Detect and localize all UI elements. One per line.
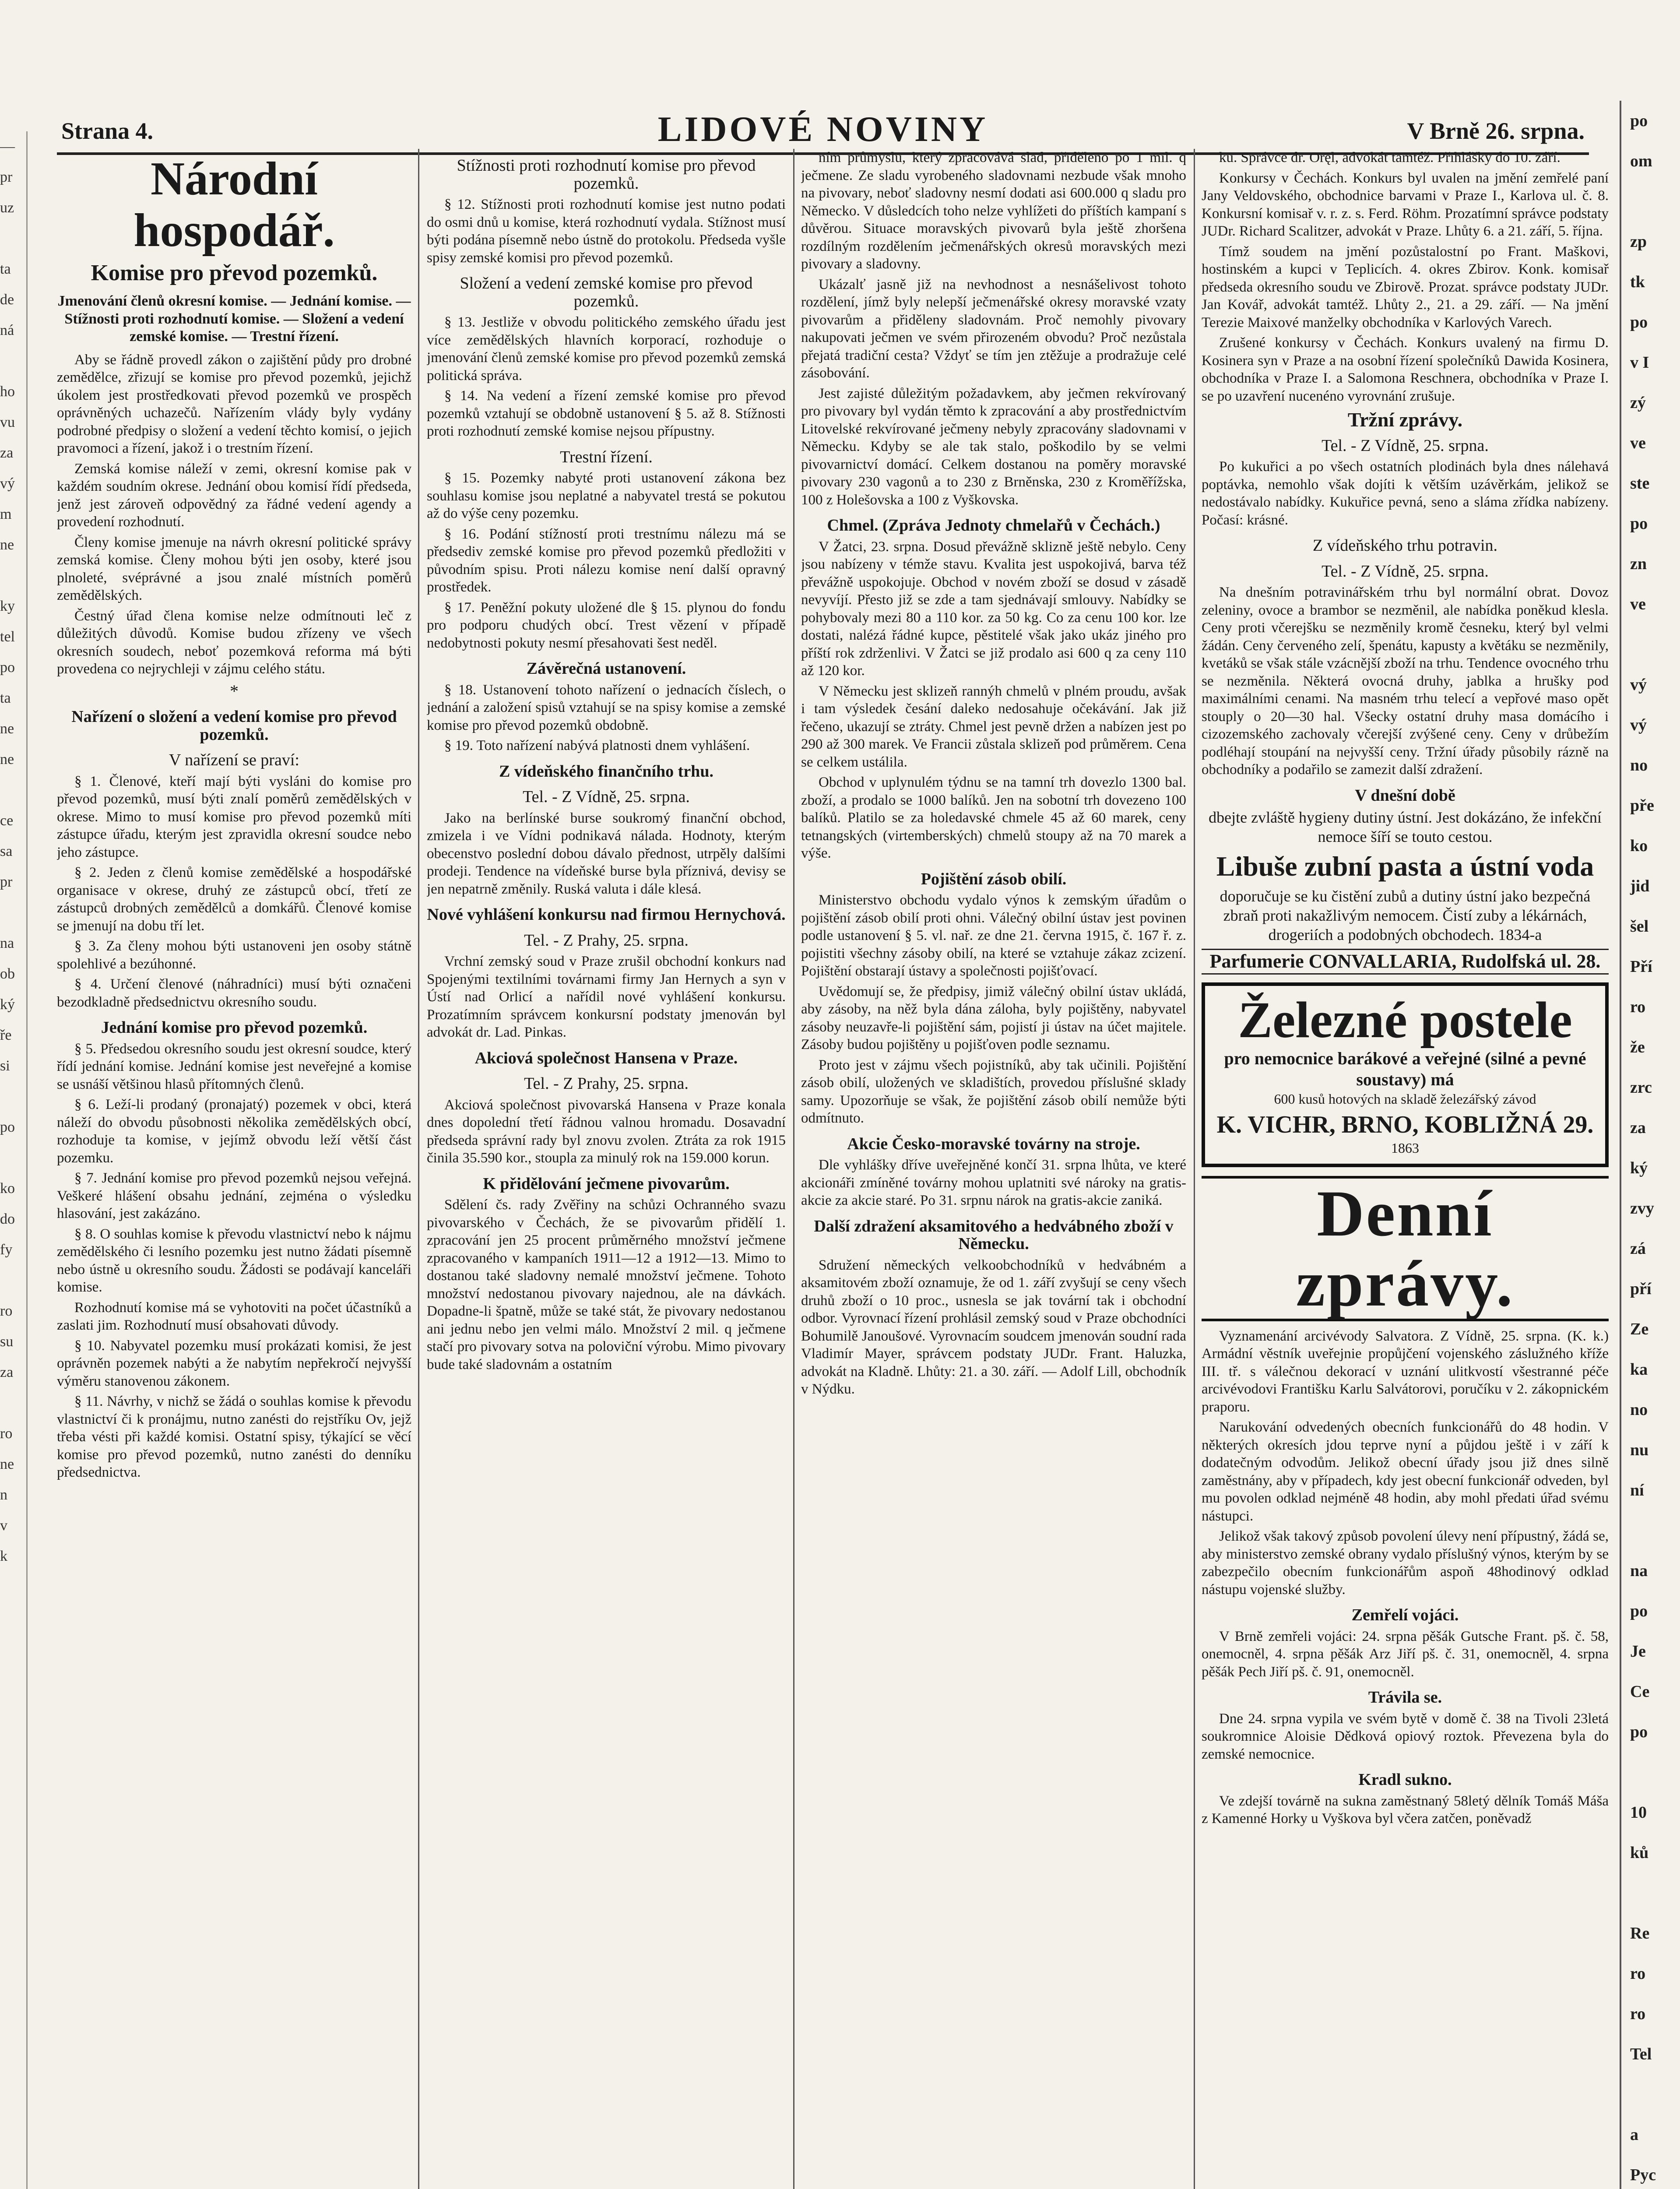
edge-text-fragment: zrc: [1630, 1078, 1652, 1097]
edge-text-fragment: pr: [0, 874, 13, 890]
paragraph: § 12. Stížnosti proti rozhodnutí komise jest nutno podati do osmi dnů u komise, která rozhodnutí vydala. Stížnost musí býti podána písemně nebo ústně do protokolu. Předseda vyšle spisy zemské komisi pro převod pozemků.: [427, 197, 786, 266]
paragraph: § 13. Jestliže v obvodu politického zemského úřadu jest více zemědělských hlavních korporací, rozhoduje o jmenování členů zemské komise pro převod pozemků zemská politická správa.: [427, 314, 786, 384]
dateline: Tel. - Z Vídně, 25. srpna.: [1322, 436, 1489, 455]
paragraph: § 17. Peněžní pokuty uložené dle § 15. plynou do fondu pro podporu chudých obcí. Trest vězení v případě nedobytnosti pokuty nesmí přesahovati šest neděl.: [427, 599, 786, 651]
paragraph: Uvědomují se, že předpisy, jimiž válečný obilní ústav ukládá, aby zásoby, na něž byla dána záloha, byly pojištěny, nabyvatel zásoby neuzavře-li pojištění sám, pojistí ji ústav na účet majitele. Zásoby budou pojištěny u pojišťoven podle seznamu.: [801, 983, 1186, 1052]
edge-text-fragment: zp: [1630, 232, 1647, 251]
paragraph: Narukování odvedených obecních funkcionářů do 48 hodin. V některých okresích jdou teprve nyní a půjdou ještě i v září k dodatečným odvodům. Jelikož obecní úřady jsou již dnes silně zaměstnány, aby v případech, kdy jest obecní funkcionář odveden, byl mu povolen odklad nejméně 48 hodin, aby mohl předati úřad svému nástupci.: [1202, 1419, 1609, 1524]
edge-text-fragment: [1630, 1873, 1680, 1913]
column-4: [1202, 149, 1609, 2189]
paragraph: Vyznamenání arcivévody Salvatora. Z Vídně, 25. srpna. (K. k.) Armádní věstník uveřejnie propůjčení vojenského záslužného kříže III. tř. s válečnou dekorací v uznání ulitkvostí všestranné péče arcivévodovi Františku Karlu Salvátorovi, poručíku v 2. zákopnickém praporu.: [1202, 1328, 1609, 1415]
edge-text-fragment: Pyc: [1630, 2166, 1656, 2184]
edge-text-fragment: ko: [1630, 837, 1648, 855]
edge-text-fragment: ro: [1630, 998, 1646, 1016]
paragraph: § 2. Jeden z členů komise zemědělské a hospodářské organisace v okrese, druhý ze zástupců obcí, třetí ze zástupců drobných zemědělců a domkářů. Členové komise se jmenují na dobu tří let.: [57, 865, 411, 934]
subheading: Pojištění zásob obilí.: [921, 869, 1067, 888]
separator-star: *: [230, 681, 239, 701]
edge-text-fragment: si: [0, 1058, 10, 1074]
page-number: Strana 4.: [61, 118, 154, 144]
edge-text-fragment: —: [0, 138, 15, 155]
edge-text-fragment: ta: [0, 261, 11, 277]
edge-text-fragment: po: [1630, 1723, 1648, 1741]
article-headline: Komise pro převod pozemků.: [91, 260, 378, 285]
edge-text-fragment: ne: [0, 751, 14, 767]
paragraph: Aby se řádně provedl zákon o zajištění půdy pro drobné zemědělce, zřizují se komise pro převod pozemků, jejichž úkolem jest prostředkovati převod pozemků ve prospěch oprávněných uchazečů. Nařízením vlády byly vydány podrobné předpisy o složení a vedení těchto komisí, o jejich pravomoci a řízení, jakož i o trestním řízení.: [57, 352, 411, 456]
paragraph: Konkursy v Čechách. Konkurs byl uvalen na jmění zemřelé paní Jany Veldovského, obchodnice barvami v Praze I., Karlova ul. č. 8. Konkursní komisař v. r. z. s. Ferd. Röhm. Prozatímní správce podstaty JUDr. Richard Scalitzer, advokát v Praze. Lhůty 6. a 21. září, 5. října.: [1202, 170, 1609, 239]
edge-text-fragment: pře: [1630, 796, 1654, 815]
edge-text-fragment: po: [1630, 313, 1648, 331]
edge-text-fragment: ta: [0, 690, 11, 706]
paragraph: Ukázalť jasně již na nevhodnost a nesnášelivost tohoto rozdělení, jímž byly nelepší ječmenářské okresy moravské vzaty pivovarům a přiděleny sladovnám. Proč nemohly pivovary nakupovati ječmen ve svém přirozeném obvodu? Proč nezůstala přejatá tradiční cesta? Vždyť se tím jen ztěžuje a prodražuje celé zásobování.: [801, 276, 1186, 381]
edge-text-fragment: po: [1630, 112, 1648, 130]
edge-text-fragment: ky: [0, 598, 15, 614]
edge-text-fragment: na: [1630, 1562, 1648, 1580]
edge-text-fragment: ko: [0, 1180, 15, 1197]
ad-line: pro nemocnice barákové a veřejné (silné a pevné soustavy) má: [1224, 1048, 1586, 1089]
edge-text-fragment: Re: [1630, 1924, 1650, 1943]
edge-text-fragment: ký: [1630, 1159, 1648, 1177]
subheading: Trávila se.: [1368, 1688, 1442, 1707]
edge-text-fragment: Tel: [1630, 2045, 1652, 2063]
subheading: Jednání komise pro převod pozemků.: [101, 1018, 368, 1037]
edge-text-fragment: a: [1630, 2126, 1638, 2144]
paragraph: § 6. Leží-li prodaný (pronajatý) pozemek v obci, která náleží do obvodu působnosti několika zemědělských obcí, rozhoduje ta komise, v jejímž obvodu leží větší část pozemku.: [57, 1097, 411, 1166]
edge-text-fragment: ro: [0, 1425, 13, 1442]
paragraph: Obchod v uplynulém týdnu se na tamní trh dovezlo 1300 bal. zboží, a prodalo se 1000 balíků. Jen na sobotní trh dovezeno 100 balíků. Platilo se za holedavské chmele 45 až 60 marek, ceny tetnangských (virtemberských) chmelů stoupy až na 70 marek a výše.: [801, 774, 1186, 861]
edge-text-fragment: ve: [1630, 434, 1646, 452]
edge-text-fragment: [1630, 181, 1680, 222]
edge-text-fragment: za: [0, 1364, 14, 1380]
paragraph: Ministerstvo obchodu vydalo výnos k zemským úřadům o pojištění zásob obilí proti ohni. Válečný obilní ústav jest povinen podle ustanovení § 5. vl. nař. ze dne 21. června 1915, č. 167 ř. z. pojistiti všechny zásoby obilí, na které se vztahuje zákaz zcizení. Pojištění obstarají ústavy a společnosti pojišťovací.: [801, 892, 1186, 979]
edge-text-fragment: vu: [0, 414, 15, 430]
paragraph: Akciová společnost pivovarská Hansena v Praze konala dnes dopolední třetí řádnou valnou hromadu. Dosavadní předseda správní rady byl znovu zvolen. Ztráta za rok 1915 činila 35.590 kor., stoupla za minulý rok na 159.000 korun.: [427, 1097, 786, 1166]
edge-text-fragment: [1630, 2074, 1680, 2115]
edge-text-fragment: ro: [1630, 2005, 1646, 2023]
edge-text-fragment: ne: [0, 721, 14, 737]
edge-text-fragment: 10: [1630, 1803, 1647, 1822]
ad-company: K. VICHR, BRNO, KOBLIŽNÁ 29.: [1216, 1111, 1594, 1138]
paragraph: Dne 24. srpna vypila ve svém bytě v domě č. 38 na Tivoli 23letá soukromnice Aloisie Dědková opiový roztok. Převezena byla do zemské nemocnice.: [1202, 1710, 1609, 1762]
edge-text-fragment: [0, 1081, 26, 1112]
paragraph: ním průmyslu, který zpracovává slad, přiděleno po 1 mil. q ječmene. Ze sladu vyrobeného sladovnami nezbude však mnoho na pivovary, neboť sladovny nesmí dodati asi 600.000 q sladu pro Německo. V důsledcích toho nelze vyhlížeti do příštích kampaní s důvěrou. Situace moravských pivovarů byla ještě zhoršena rozdílným rozdělením ječmenářských okresů moravských mezi pivovary a sladovny.: [801, 150, 1186, 272]
dateline: Tel. - Z Vídně, 25. srpna.: [1322, 562, 1489, 581]
paragraph: Jest zajisté důležitým požadavkem, aby ječmen rekvírovaný pro pivovary byl vydán těmto k zpracování a aby prostřednictvím Litovelské rekvírované ječmeny nebyly zpracovány sladovnami v Německu. Kdyby se ale tak stalo, poškodilo by se velmi pivovarnictví domácí. Celkem dostanou na poměry moravské pivovary 230 vagonů a to 230 z Brněnska, 230 z Kroměřížska, 100 z Holešovska a 100 z Vyškovska.: [801, 385, 1186, 508]
edge-text-fragment: ní: [1630, 1481, 1644, 1499]
edge-text-fragment: ne: [0, 1456, 14, 1472]
column-2: [427, 149, 786, 2189]
edge-text-fragment: Ze: [1630, 1320, 1649, 1338]
paragraph: Dle vyhlášky dříve uveřejněné končí 31. srpna lhůta, ve které akcionáři zmíněné továrny mohou uplatniti své nároky na gratis-akcie za akcie staré. Po 31. srpnu nárok na gratis-akcie zaniká.: [801, 1157, 1186, 1208]
edge-text-fragment: [1630, 624, 1680, 665]
edge-text-fragment: ro: [1630, 1964, 1646, 1983]
edge-text-fragment: za: [1630, 1119, 1646, 1137]
edge-text-fragment: ná: [0, 322, 14, 338]
paragraph: § 18. Ustanovení tohoto nařízení o jednacích číslech, o jednání a založení spisů vztahují se na spisy komise a zemské komise pro převod pozemků obdobně.: [427, 682, 786, 733]
edge-text-fragment: šel: [1630, 917, 1649, 936]
paragraph: § 1. Členové, kteří mají býti vysláni do komise pro převod pozemků, musí býti znalí poměrů zemědělských v okrese. Mimo to musí komise pro převod pozemků míti zástupce úřadu, kterým jest zpravidla okresní soudce nebo jeho zástupce.: [57, 773, 411, 860]
edge-text-fragment: Ce: [1630, 1682, 1650, 1701]
paragraph: V Německu jest sklizeň rannýh chmelů v plném proudu, avšak i tam výsledek česání daleko nedosahuje očekávání. Jak již řečeno, ukazují se ztráty. Chmel jest pevně držen a nabízen jest po 290 až 300 marek. Ve Francii zůstala sklizeň pod průměrem. Cena se celkem ustálila.: [801, 683, 1186, 770]
edge-text-fragment: na: [0, 935, 14, 951]
edge-text-fragment: zá: [1630, 1239, 1646, 1258]
edge-text-fragment: Je: [1630, 1642, 1646, 1661]
edge-text-fragment: [1630, 1510, 1680, 1551]
issue-date: V Brně 26. srpna.: [1407, 118, 1585, 144]
edge-text-fragment: v: [0, 1517, 7, 1534]
paragraph: Ve zdejší továrně na sukna zaměstnaný 58letý dělník Tomáš Máša z Kamenné Horky u Vyškova byl včera zatčen, poněvadž: [1202, 1793, 1609, 1827]
masthead: [57, 100, 1589, 155]
paragraph: § 11. Návrhy, v nichž se žádá o souhlas komise k převodu vlastnictví či k pronájmu, nutno zanésti do rejstříku Ov, jejž třeba vésti při každé komisi. Ostatní spisy, týkající se věcí komise pro převod pozemků, nutno zanésti do denníku předsednictva.: [57, 1394, 411, 1480]
subheading: K přidělování ječmene pivovarům.: [483, 1174, 730, 1193]
edge-text-fragment: pří: [1630, 1280, 1652, 1298]
subheading: Akcie Česko-moravské továrny na stroje.: [847, 1134, 1140, 1153]
subheading: Tržní zprávy.: [1347, 408, 1463, 431]
edge-text-fragment: m: [0, 506, 12, 522]
paragraph: § 5. Předsedou okresního soudu jest okresní soudce, který řídí jednání komise. Jednání komise jest neveřejné a komise se usnáší většinou hlasů přítomných členů.: [57, 1041, 411, 1092]
dateline: Tel. - Z Prahy, 25. srpna.: [524, 1074, 689, 1093]
subheading: Nařízení o složení a vedení komise pro převod pozemků.: [71, 707, 397, 744]
subheading: Zemřelí vojáci.: [1351, 1606, 1459, 1624]
edge-text-fragment: n: [0, 1487, 7, 1503]
edge-text-fragment: pr: [0, 169, 13, 185]
edge-text-fragment: ste: [1630, 474, 1650, 493]
edge-text-fragment: [0, 223, 26, 254]
paragraph: § 7. Jednání komise pro převod pozemků nejsou veřejná. Veškeré hlášení obsahu jednání, zejména o výsledku hlasování, jest zakázáno.: [57, 1170, 411, 1221]
edge-text-fragment: zn: [1630, 555, 1647, 573]
subheading: Z vídeňského finančního trhu.: [499, 762, 713, 781]
subheading: Stížnosti proti rozhodnutí komise pro převod pozemků.: [457, 156, 756, 193]
edge-text-fragment: om: [1630, 152, 1652, 170]
edge-text-fragment: vý: [0, 475, 15, 492]
edge-text-fragment: do: [0, 1211, 15, 1227]
subheading: V nařízení se praví:: [169, 751, 299, 769]
paragraph: V Žatci, 23. srpna. Dosud převážně sklizně ještě nebylo. Ceny jsou nabízeny v témže stavu. Kvalita jest uspokojivá, barva též převážně uspokojuje. Obchod v novém zboží se dosud v zásadě nevyvíjí. Přesto již se zde a tam sjednávají smlouvy. Nabídky se pohybovaly mezi 80 a 110 kor. za 50 kg. Co za cenu 100 kor. lze dostati, nalézá řádné kupce, pěstitelé však jako ukáz jiného pro příští rok zdrženlivi. V Žatci se již prodalo asi 600 q za ceny 110 až 120 kor.: [801, 538, 1186, 679]
edge-text-fragment: že: [1630, 1038, 1645, 1056]
ad-text: dbejte zvláště hygieny dutiny ústní. Jest dokázáno, že infekční nemoce šíří se touto cestou.: [1209, 809, 1602, 845]
edge-text-fragment: [1630, 1752, 1680, 1792]
column-rule: [418, 149, 419, 2189]
ad-heading: V dnešní době: [1355, 786, 1455, 805]
edge-text-fragment: po: [0, 1119, 15, 1135]
edge-text-fragment: zvy: [1630, 1199, 1654, 1218]
edge-text-fragment: de: [0, 292, 14, 308]
dateline: Tel. - Z Vídně, 25. srpna.: [523, 788, 690, 806]
column-1: [57, 149, 411, 2189]
edge-text-fragment: jid: [1630, 877, 1650, 895]
paragraph: Členy komise jmenuje na návrh okresní politické správy zemská komise. Členy mohou býti jen osoby, které jsou plnoleté, svéprávné a jsou znalé místních poměrů zemědělských.: [57, 534, 411, 603]
edge-text-fragment: su: [0, 1334, 14, 1350]
edge-text-fragment: ne: [0, 537, 14, 553]
edge-text-fragment: vý: [1630, 716, 1647, 734]
subheading: Složení a vedení zemské komise pro převod pozemků.: [460, 274, 753, 310]
article-lead: Jmenování členů okresní komise. — Jednání komise. — Stížnosti proti rozhodnutí komise. — Složení a vedení zemské komise. — Trestní řízení.: [57, 293, 411, 345]
paragraph: § 3. Za členy mohou býti ustanoveni jen osoby státně spolehlivé a bezúhonné.: [57, 938, 411, 972]
edge-text-fragment: [0, 1143, 26, 1173]
edge-text-fragment: ků: [1630, 1844, 1649, 1862]
edge-text-fragment: uz: [0, 200, 14, 216]
edge-text-fragment: ce: [0, 813, 14, 829]
edge-text-fragment: fy: [0, 1242, 13, 1258]
subheading: Trestní řízení.: [560, 447, 653, 466]
paragraph: § 4. Určení členové (náhradníci) musí býti označeni bezodkladně předsednictvu okresního soudu.: [57, 976, 411, 1010]
paragraph: Proto jest v zájmu všech pojistníků, aby tak učinili. Pojištění zásob obilí, uložených ve skladištích, provedou příslušné sklady samy. Upozorňuje se však, že pojištění zásob obilí nemůže býti odmítnuto.: [801, 1057, 1186, 1126]
edge-text-fragment: vý: [1630, 676, 1647, 694]
paragraph: Jako na berlínské burse soukromý finanční obchod, zmizela i ve Vídni podnikavá nálada. Hodnoty, kterým obecenstvo poslední dobou dávalo přednost, utrpěly dalšími prodeji. Tendence na vídeňské burse byla příznivá, devisy se jen nepatrně změnily. Ruská valuta i dále klesá.: [427, 810, 786, 897]
newspaper-title: LIDOVÉ NOVINY: [657, 109, 988, 149]
advertisement-box: [1202, 982, 1609, 1167]
edge-text-fragment: k: [0, 1548, 7, 1564]
section-heading: Denní zprávy.: [1202, 1176, 1609, 1321]
ad-title: Železné postele: [1238, 991, 1572, 1049]
edge-text-fragment: ve: [1630, 595, 1646, 613]
edge-text-fragment: ro: [0, 1303, 13, 1319]
paragraph: Na dnešním potravinářském trhu byl normální obrat. Dovoz zeleniny, ovoce a brambor se nezměnil, ale nabídka poněkud klesla. Ceny proti včerejšku se nezměnily kromě česneku, který byl velmi žádán. Ceny červeného zelí, špenátu, kapusty a květáku se nezměnily, kvetáků se však stále vzácnější zboží na trhu. Tendence ovocného trhu se nezměnila. Některá ovocná druhy, jablka a hrušky pod maximálními cenami. Na masném trhu telecí a vepřové maso opět stouply o 20—30 hal. Všecky ostatní druhy masa domácího i cizozemského zachovaly včerejší zvýšené ceny. Ceny v drůbežím podléhají stoupání na nejvyšší ceny. Tržní úřady působily rázně na obchodníky a podařilo se zamezit další zdražení.: [1202, 584, 1609, 778]
paragraph: V Brně zemřeli vojáci: 24. srpna pěšák Gutsche Frant. pš. č. 58, onemocněl, 4. srpna pěšák Arz Jiří pš. č. 31, onemocněl, 4. srpna pěšák Pech Jiří pš. č. 91, onemocněl.: [1202, 1628, 1609, 1680]
edge-text-fragment: no: [1630, 756, 1648, 774]
ad-product-name: Libuše zubní pasta a ústní voda: [1216, 851, 1594, 882]
edge-text-fragment: za: [0, 445, 14, 461]
paragraph: Vrchní zemský soud v Praze zrušil obchodní konkurs nad Spojenými textilními továrnami firmy Jan Hernych a syn v Ústí nad Orlicí a nařídil nové vyhlášení konkursu. Prozatímním správcem konkursní podstaty jmenován byl advokát dr. Lad. Pinkas.: [427, 954, 786, 1040]
paragraph: Sdělení čs. rady Zvěřiny na schůzi Ochranného svazu pivovarského v Čechách, že se pivovarům přidělí 1. zpracování jen 25 procent průměrného množství ječmene zpracovaného v kampaních 1911—12 a 1912—13. Mimo to dostanou také sladovny nemalé množství ječmene. Tohoto množství nedostanou pivovary najednou, ale na dávkách. Dopadne-li špatně, může se také stát, že pivovary nedostanou ani jednu nebo jen velmi málo. Množství 2 mil. q ječmene stačí pro pivovary sotva na poloviční výrobu. Mimo pivovary bude také sladovnám a ostatním: [427, 1197, 786, 1373]
edge-text-fragment: [0, 897, 26, 928]
edge-text-fragment: ob: [0, 966, 15, 982]
edge-text-fragment: zý: [1630, 394, 1646, 412]
subheading: Z vídeňského trhu potravin.: [1312, 536, 1498, 555]
edge-text-fragment: no: [1630, 1401, 1648, 1419]
edge-text-fragment: Pří: [1630, 957, 1652, 976]
paragraph: Čestný úřad člena komise nelze odmítnouti leč z důležitých důvodů. Komise budou zřízeny ve všech okresních soudech, neboť pozemková reforma má býti provedena co nejrychleji v zájmu celého státu.: [57, 608, 411, 677]
edge-text-fragment: ho: [0, 384, 15, 400]
subheading: Akciová společnost Hansena v Praze.: [474, 1049, 738, 1067]
subheading: Kradl sukno.: [1358, 1770, 1452, 1789]
paragraph: § 19. Toto nařízení nabývá platnosti dnem vyhlášení.: [444, 738, 750, 753]
edge-text-fragment: po: [1630, 514, 1648, 533]
paragraph: ku. Správce dr. Oręl, advokát tamtéž. Přihlášky do 10. září.: [1219, 150, 1561, 165]
ad-text: doporučuje se ku čistění zubů a dutiny ústní jako bezpečná zbraň proti nakažlivým nemocem. Čistí zuby a lékárnách, drogeriích a podobných obchodech. 1834-a: [1220, 887, 1591, 943]
column-rule: [793, 149, 794, 2189]
subheading: Nové vyhlášení konkursu nad firmou Hernychová.: [427, 905, 786, 924]
edge-text-fragment: [0, 1265, 26, 1296]
paragraph: § 8. O souhlas komise k převodu vlastnictví nebo k nájmu zemědělského či lesního pozemku jest nutno žádati písemně nebo ústně u okresního soudu. Žádosti se podávají kanceláři komise.: [57, 1226, 411, 1295]
subheading: Chmel. (Zpráva Jednoty chmelařů v Čechách.): [827, 516, 1160, 535]
next-page-edge: [1620, 101, 1680, 2189]
edge-text-fragment: tel: [0, 629, 15, 645]
ad-line: 600 kusů hotových na skladě železářský závod: [1274, 1091, 1536, 1107]
paragraph: Zrušené konkursy v Čechách. Konkurs uvalený na firmu D. Kosinera syn v Praze a na osobní řízení společníků Dawida Kosinera, obchodníka v Praze I. a Salomona Reschnera, obchodníka v Praze I. se po uzavření nucenéno vyrovnání zrušuje.: [1202, 335, 1609, 404]
paragraph: Po kukuřici a po všech ostatních plodinách byla dnes nálehavá poptávka, nemohlo však dojíti k větším uzávěrkám, jelikož se nedostávalo nabídky. Kukuřice pevná, seno a sláma zřídka nabízeny. Počasí: krásné.: [1202, 459, 1609, 528]
paragraph: Tímž soudem na jmění pozůstalostní po Frant. Maškovi, hostinském a kupci v Teplicích. 4. okres Zbirov. Konk. komisař předseda okresního soudu ve Zbirově. Prozat. správce podstaty JUDr. Jan Kovář, advokát tamtéž. Lhůty 2., 21. a 29. září. — Na jmění Terezie Maixové manželky obchodníka v Karlových Varech.: [1202, 243, 1609, 331]
edge-text-fragment: tk: [1630, 273, 1645, 291]
edge-text-fragment: po: [0, 659, 15, 676]
edge-text-fragment: ře: [0, 1027, 12, 1043]
paragraph: Jelikož však takový způsob povolení úlevy není přípustný, žádá se, aby ministerstvo zemské obrany vydalo příslušný výnos, kterým by se zabezpečilo obecním funkcionářům aspoň 48hodinový odklad nástupu vojenské služby.: [1202, 1528, 1609, 1598]
previous-page-edge: [0, 131, 28, 2189]
subheading: Závěrečná ustanovení.: [526, 659, 686, 678]
paragraph: § 10. Nabyvatel pozemku musí prokázati komisi, že jest oprávněn pozemek nabýti a že nabytím nepřekročí nejvyšší výměru stanovenou zákonem.: [57, 1337, 411, 1389]
edge-text-fragment: [0, 346, 26, 377]
edge-text-fragment: sa: [0, 843, 13, 859]
column-rule: [1194, 149, 1195, 2189]
dateline: Tel. - Z Prahy, 25. srpna.: [524, 931, 689, 950]
paragraph: § 16. Podání stížností proti trestnímu nálezu má se předsediv zemské komise pro převod pozemků předložiti v původním spisu. Proti nálezu komise není další opravný prostředek.: [427, 526, 786, 595]
edge-text-fragment: [0, 560, 26, 591]
paragraph: § 14. Na vedení a řízení zemské komise pro převod pozemků vztahují se obdobně ustanovení § 5. až 8. Stížnosti proti rozhodnutí zemské komise nejsou přípustny.: [427, 388, 786, 439]
edge-text-fragment: ka: [1630, 1360, 1648, 1379]
edge-text-fragment: po: [1630, 1602, 1648, 1620]
edge-text-fragment: ký: [0, 996, 15, 1013]
paragraph: Rozhodnutí komise má se vyhotoviti na počet účastníků a zaslati jim. Rozhodnutí musí obsahovati důvody.: [57, 1299, 411, 1333]
ad-signature: Parfumerie CONVALLARIA, Rudolfská ul. 28.: [1202, 949, 1609, 975]
paragraph: Zemská komise náleží v zemi, okresní komise pak v každém soudním okrese. Jednání obou komisí řídí předseda, jenž jest zároveň odpovědný za řádné vedení agendy a provedení rozhodnutí.: [57, 461, 411, 530]
section-heading: Národní hospodář.: [134, 153, 335, 257]
edge-text-fragment: [0, 775, 26, 806]
subheading: Další zdražení aksamitového a hedvábného zboží v Německu.: [814, 1217, 1174, 1253]
ad-code: 1863: [1391, 1140, 1419, 1156]
paragraph: Sdružení německých velkoobchodníků v hedvábném a aksamitovém zboží oznamuje, že od 1. září zvyšují se ceny všech druhů zboží o 10 proc., usnesla se jak tovární tak i obchodní odbor. Vyrovnací řízení prohlásil zemský soud v Praze obchodníci Bohumilě Janoušové. Vyrovnacím soudcem jmenován soudní rada Vladimír Mayer, správcem podstaty JUDr. Frant. Haluzka, advokát na Kladně. Lhůty: 21. a 30. září. — Adolf Lill, obchodník v Nýdku.: [801, 1257, 1186, 1397]
edge-text-fragment: [0, 1388, 26, 1418]
paragraph: § 15. Pozemky nabyté proti ustanovení zákona bez souhlasu komise jsou neplatné a nabyvatel trestá se pokutou až do výše ceny pozemku.: [427, 470, 786, 521]
edge-text-fragment: nu: [1630, 1441, 1649, 1459]
edge-text-fragment: v I: [1630, 353, 1649, 372]
column-3: [801, 149, 1186, 2189]
